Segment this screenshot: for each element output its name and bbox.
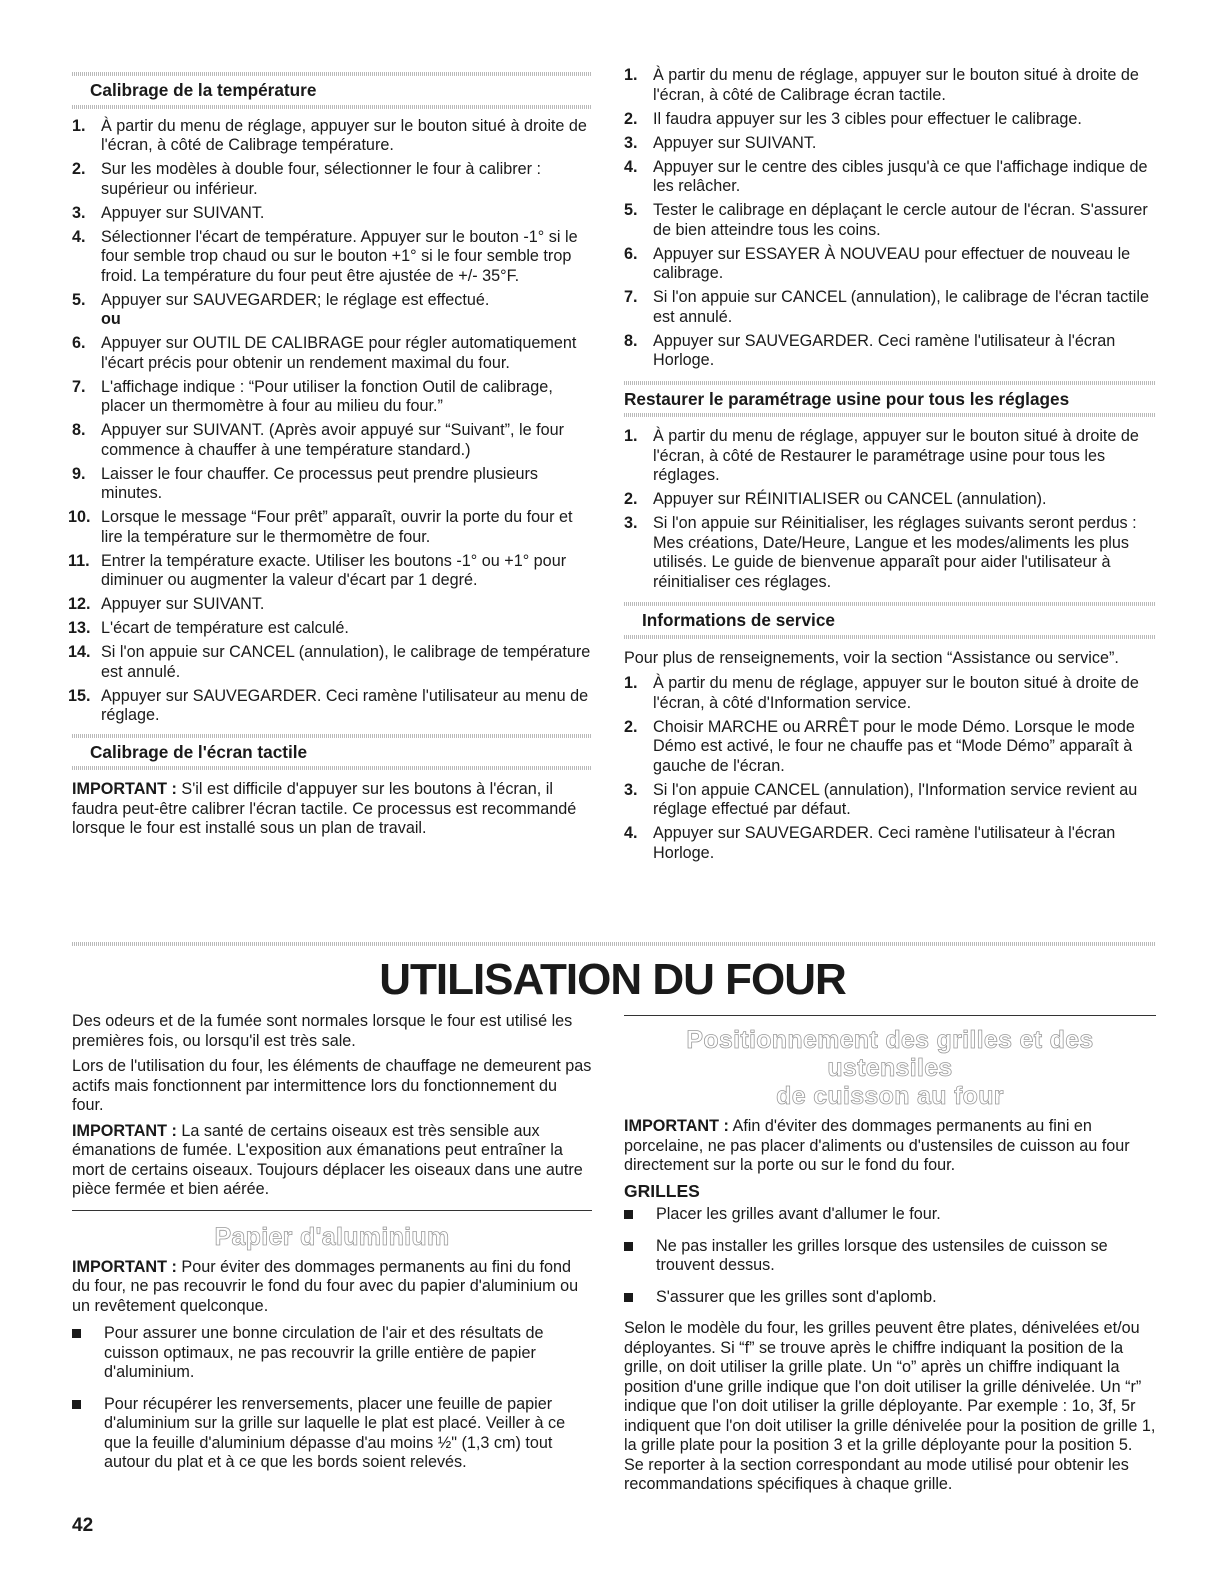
intro-paragraph: Lors de l'utilisation du four, les éléments de chauffage ne demeurent pas actifs mais fonctionnent par intermittence lors du fonctionnement du four.	[72, 1057, 592, 1114]
important-label: IMPORTANT :	[72, 780, 177, 798]
step-text: Appuyer sur RÉINITIALISER ou CANCEL (annulation).	[653, 490, 1047, 508]
section-divider	[72, 105, 592, 109]
section-title-positionnement-line2: de cuisson au four	[776, 1082, 1004, 1110]
step-number: 7.	[72, 377, 86, 396]
step-text: À partir du menu de réglage, appuyer sur le bouton situé à droite de l'écran, à côté de Calibrage écran tactile.	[653, 66, 1139, 104]
section-divider	[624, 635, 1156, 639]
bullet-item	[72, 1395, 592, 1473]
bullet-text: Placer les grilles avant d'allumer le four.	[656, 1205, 941, 1223]
step-number: 4.	[624, 824, 638, 842]
important-text: Pour éviter des dommages permanents au fini du fond du four, ne pas recouvrir le fond du four avec du papier d'aluminium ou un revêtement quelconque.	[72, 1257, 579, 1315]
step-item	[624, 201, 1156, 240]
step-number: 6.	[624, 244, 638, 263]
step-text: Appuyer sur SAUVEGARDER. Ceci ramène l'utilisateur à l'écran Horloge.	[653, 824, 1116, 862]
step-item	[72, 465, 592, 504]
step-item	[624, 288, 1156, 327]
step-number: 4.	[72, 227, 86, 246]
page-title: UTILISATION DU FOUR	[379, 955, 846, 1004]
step-text: À partir du menu de réglage, appuyer sur le bouton situé à droite de l'écran, à côté de Restaurer le paramétrage usine pour tous les réglages.	[653, 427, 1139, 484]
step-number: 2.	[624, 717, 638, 736]
important-paragraph	[72, 780, 592, 839]
aluminium-bullets	[72, 1324, 592, 1473]
important-paragraph	[624, 1117, 1156, 1176]
step-number: 6.	[72, 334, 86, 352]
step-item	[72, 228, 592, 287]
step-text: Si l'on appuie sur CANCEL (annulation), le calibrage de température est annulé.	[101, 643, 591, 681]
step-text: Appuyer sur SUIVANT. (Après avoir appuyé sur “Suivant”, le four commence à chauffer à une température standard.)	[101, 421, 565, 459]
step-item	[68, 686, 592, 726]
step-number: 14.	[68, 643, 91, 661]
important-label: IMPORTANT :	[72, 1257, 177, 1276]
step-text: Si l'on appuie CANCEL (annulation), l'Information service revient au réglage effectué par défaut.	[653, 780, 1138, 818]
left-bottom-column	[72, 1012, 592, 1485]
step-text: Il faudra appuyer sur les 3 cibles pour effectuer le calibrage.	[653, 109, 1082, 128]
step-number: 12.	[68, 595, 91, 613]
service-intro: Pour plus de renseignements, voir la section “Assistance ou service”.	[624, 648, 1119, 667]
step-item	[624, 718, 1156, 777]
left-top-column	[68, 72, 592, 845]
step-number: 1.	[624, 427, 638, 445]
step-text: Appuyer sur SAUVEGARDER; le réglage est effectué.	[101, 290, 490, 309]
page-divider	[72, 942, 1156, 946]
bullet-text: S'assurer que les grilles sont d'aplomb.	[656, 1287, 937, 1306]
section-rule	[624, 1015, 1156, 1016]
bullet-item	[72, 1324, 592, 1383]
section-title-informations-service: Informations de service	[642, 610, 835, 630]
intro-paragraph: Des odeurs et de la fumée sont normales lorsque le four est utilisé les premières fois, ou lorsqu'il est très sale.	[72, 1012, 573, 1050]
step-text: Si l'on appuie sur Réinitialiser, les réglages suivants seront perdus : Mes créations, Date/Heure, Langue et les modes/aliments les plus utilisés. Le guide de bienvenue apparaît pour aider l'utilisateur à réinitialiser ces réglages.	[653, 514, 1137, 591]
section-title-papier-aluminium: Papier d'aluminium	[214, 1222, 450, 1251]
step-item	[624, 245, 1156, 284]
step-item	[68, 595, 592, 615]
calibrage-ecran-steps	[624, 66, 1156, 371]
important-label: IMPORTANT :	[72, 1121, 177, 1140]
grilles-paragraph: Selon le modèle du four, les grilles peuvent être plates, dénivelées et/ou déployantes. Si “f” se trouve après le chiffre indiquant la position de la grille, on doit utiliser la grille plate. Un “o” après un chiffre indiquant la position d'une grille indique que l'on doit utiliser la grille dénivelée. Un “r” indique que l'on doit utiliser la grille déployante. Par exemple : 1o, 3f, 5r indiquent que l'on doit utiliser la grille dénivelée pour la position de grille 1, la grille plate pour la position 3 et la grille déployante pour la position 5. Se reporter à la section correspondant au mode utilisé pour obtenir les recommandations spécifiques à chaque grille.	[624, 1319, 1156, 1493]
step-text: Appuyer sur SUIVANT.	[101, 203, 265, 222]
bullet-item	[624, 1205, 1156, 1225]
step-number: 1.	[624, 66, 638, 84]
step-text: À partir du menu de réglage, appuyer sur le bouton situé à droite de l'écran, à côté d'Information service.	[653, 674, 1139, 712]
step-item	[72, 334, 592, 373]
bullet-square-icon	[624, 1242, 633, 1251]
step-number: 3.	[72, 203, 86, 222]
step-item	[624, 134, 1156, 154]
section-rule	[72, 1210, 592, 1211]
important-text: Afin d'éviter des dommages permanents au fini en porcelaine, ne pas placer d'aliments ou d'ustensiles de cuisson au four directement sur la porte ou sur le fond du four.	[624, 1117, 1130, 1174]
step-number: 3.	[624, 514, 638, 532]
step-number: 2.	[72, 160, 86, 178]
step-item	[68, 643, 592, 682]
step-item	[72, 204, 592, 224]
grilles-bullets	[624, 1205, 1156, 1307]
step-number: 5.	[624, 201, 638, 219]
section-title-calibrage-temperature: Calibrage de la température	[90, 80, 317, 100]
step-text: Laisser le four chauffer. Ce processus peut prendre plusieurs minutes.	[101, 464, 539, 502]
step-text: Appuyer sur SAUVEGARDER. Ceci ramène l'utilisateur au menu de réglage.	[101, 686, 589, 724]
restaurer-steps	[624, 427, 1156, 592]
bullet-square-icon	[72, 1400, 81, 1409]
step-text: Appuyer sur ESSAYER À NOUVEAU pour effectuer de nouveau le calibrage.	[653, 244, 1131, 282]
step-text: Choisir MARCHE ou ARRÊT pour le mode Démo. Lorsque le mode Démo est activé, le four ne chauffe pas et “Mode Démo” apparaît à gauche de l'écran.	[653, 717, 1135, 775]
step-number: 4.	[624, 157, 638, 176]
step-item	[624, 514, 1156, 592]
step-item	[72, 378, 592, 417]
step-number: 9.	[72, 464, 86, 483]
step-text: Sur les modèles à double four, sélectionner le four à calibrer : supérieur ou inférieur.	[101, 160, 542, 198]
step-item	[624, 158, 1156, 197]
bullet-square-icon	[624, 1293, 633, 1302]
step-text: Si l'on appuie sur CANCEL (annulation), le calibrage de l'écran tactile est annulé.	[653, 288, 1149, 326]
step-text: Sélectionner l'écart de température. Appuyer sur le bouton -1° si le four semble trop chaud ou sur le bouton +1° si le four semble trop froid. La température du four peut être ajustée de +/- 35°F.	[101, 227, 578, 285]
step-item	[624, 781, 1156, 820]
step-text: Entrer la température exacte. Utiliser les boutons -1° ou +1° pour diminuer ou augmenter la valeur d'écart par 1 degré.	[101, 551, 567, 589]
section-title-restaurer: Restaurer le paramétrage usine pour tous les réglages	[624, 388, 1070, 409]
section-title-calibrage-ecran: Calibrage de l'écran tactile	[90, 741, 308, 762]
page-number: 42	[72, 1515, 94, 1536]
step-number: 3.	[624, 780, 638, 799]
or-label: ou	[101, 310, 121, 328]
step-number: 10.	[68, 508, 91, 526]
step-number: 5.	[72, 290, 86, 309]
step-text: Appuyer sur SUIVANT.	[653, 133, 817, 152]
section-divider	[624, 413, 1156, 417]
step-item	[72, 291, 592, 330]
right-top-column	[624, 66, 1156, 868]
bullet-text: Pour assurer une bonne circulation de l'air et des résultats de cuisson optimaux, ne pas recouvrir la grille entière de papier d'aluminium.	[104, 1324, 544, 1381]
subsection-title-grilles: GRILLES	[624, 1180, 700, 1201]
step-text: Lorsque le message “Four prêt” apparaît, ouvrir la porte du four et lire la température sur le thermomètre de four.	[101, 508, 573, 546]
right-bottom-column	[624, 1015, 1156, 1501]
step-item	[624, 674, 1156, 713]
step-number: 8.	[72, 421, 86, 439]
step-item	[624, 332, 1156, 371]
step-item	[624, 824, 1156, 863]
step-text: Appuyer sur SUIVANT.	[101, 595, 265, 613]
bullet-square-icon	[72, 1329, 81, 1338]
step-item	[72, 421, 592, 460]
service-steps	[624, 674, 1156, 863]
important-text: S'il est difficile d'appuyer sur les boutons à l'écran, il faudra peut-être calibrer l'écran tactile. Ce processus est recommandé lorsque le four est installé sous un plan de travail.	[72, 780, 577, 837]
step-number: 2.	[624, 490, 638, 508]
step-text: À partir du menu de réglage, appuyer sur le bouton situé à droite de l'écran, à côté de Calibrage température.	[101, 116, 587, 154]
important-paragraph	[72, 1258, 592, 1317]
step-item	[624, 427, 1156, 486]
step-item	[624, 66, 1156, 105]
bullet-item	[624, 1288, 1156, 1308]
bullet-square-icon	[624, 1210, 633, 1219]
step-number: 1.	[72, 116, 86, 135]
step-text: Appuyer sur le centre des cibles jusqu'à ce que l'affichage indique de les relâcher.	[653, 157, 1148, 195]
step-number: 3.	[624, 133, 638, 152]
step-number: 15.	[68, 686, 91, 705]
step-number: 8.	[624, 331, 638, 350]
bullet-item	[624, 1237, 1156, 1276]
step-item	[68, 619, 592, 639]
step-item	[68, 551, 592, 591]
step-number: 1.	[624, 674, 638, 692]
step-item	[624, 110, 1156, 130]
step-item	[72, 117, 592, 156]
step-item	[68, 508, 592, 547]
step-item	[72, 160, 592, 199]
step-text: L'écart de température est calculé.	[101, 619, 349, 637]
section-title-positionnement: Positionnement des grilles et des ustensiles	[686, 1026, 1094, 1082]
section-divider	[72, 766, 592, 770]
important-text: La santé de certains oiseaux est très sensible aux émanations de fumée. L'exposition aux émanations peut entraîner la mort de certains oiseaux. Toujours déplacer les oiseaux dans une autre pièce fermée et bien aérée.	[72, 1121, 583, 1198]
step-number: 11.	[68, 551, 90, 570]
calibrage-temperature-steps	[68, 116, 592, 726]
step-text: L'affichage indique : “Pour utiliser la fonction Outil de calibrage, placer un thermomètre à four au milieu du four.”	[101, 377, 553, 415]
bullet-text: Pour récupérer les renversements, placer une feuille de papier d'aluminium sur la grille sur laquelle le plat est placé. Veiller à ce que la feuille d'aluminium dépasse d'au moins ½" (1,3 cm) tout autour du plat et à ce que les bords soient relevés.	[104, 1394, 566, 1471]
important-paragraph	[72, 1122, 592, 1200]
important-label: IMPORTANT :	[624, 1117, 729, 1135]
step-number: 13.	[68, 619, 91, 637]
step-number: 7.	[624, 288, 638, 306]
step-item	[624, 490, 1156, 510]
step-text: Appuyer sur OUTIL DE CALIBRAGE pour régler automatiquement l'écart précis pour obtenir un rendement maximal du four.	[101, 334, 577, 372]
step-text: Tester le calibrage en déplaçant le cercle autour de l'écran. S'assurer de bien atteindre tous les coins.	[653, 201, 1148, 239]
step-number: 2.	[624, 109, 638, 128]
bullet-text: Ne pas installer les grilles lorsque des ustensiles de cuisson se trouvent dessus.	[656, 1236, 1108, 1274]
step-text: Appuyer sur SAUVEGARDER. Ceci ramène l'utilisateur à l'écran Horloge.	[653, 331, 1116, 369]
